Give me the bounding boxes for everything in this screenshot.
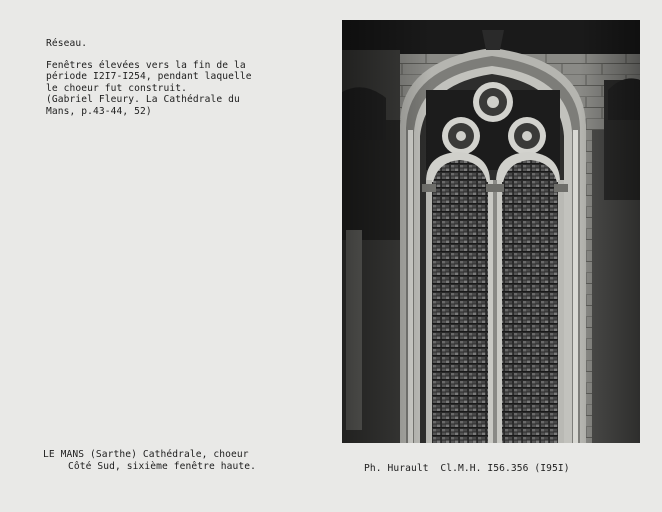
description-line: période I2I7-I254, pendant laquelle — [46, 71, 252, 83]
card-heading: Réseau. — [46, 38, 88, 49]
description-line: Mans, p.43-44, 52) — [46, 105, 152, 117]
location-line: LE MANS (Sarthe) Cathédrale, choeur — [43, 449, 249, 460]
cathedral-window-photo — [342, 20, 640, 443]
card-description — [46, 60, 252, 117]
location-line-detail: Côté Sud, sixième fenêtre haute. — [68, 461, 257, 472]
photo-credit: Ph. Hurault Cl.M.H. I56.356 (I95I) — [364, 463, 570, 474]
description-line: (Gabriel Fleury. La Cathédrale du — [46, 94, 240, 106]
description-line: le choeur fut construit. — [46, 82, 188, 94]
description-line: Fenêtres élevées vers la fin de la — [46, 60, 246, 71]
